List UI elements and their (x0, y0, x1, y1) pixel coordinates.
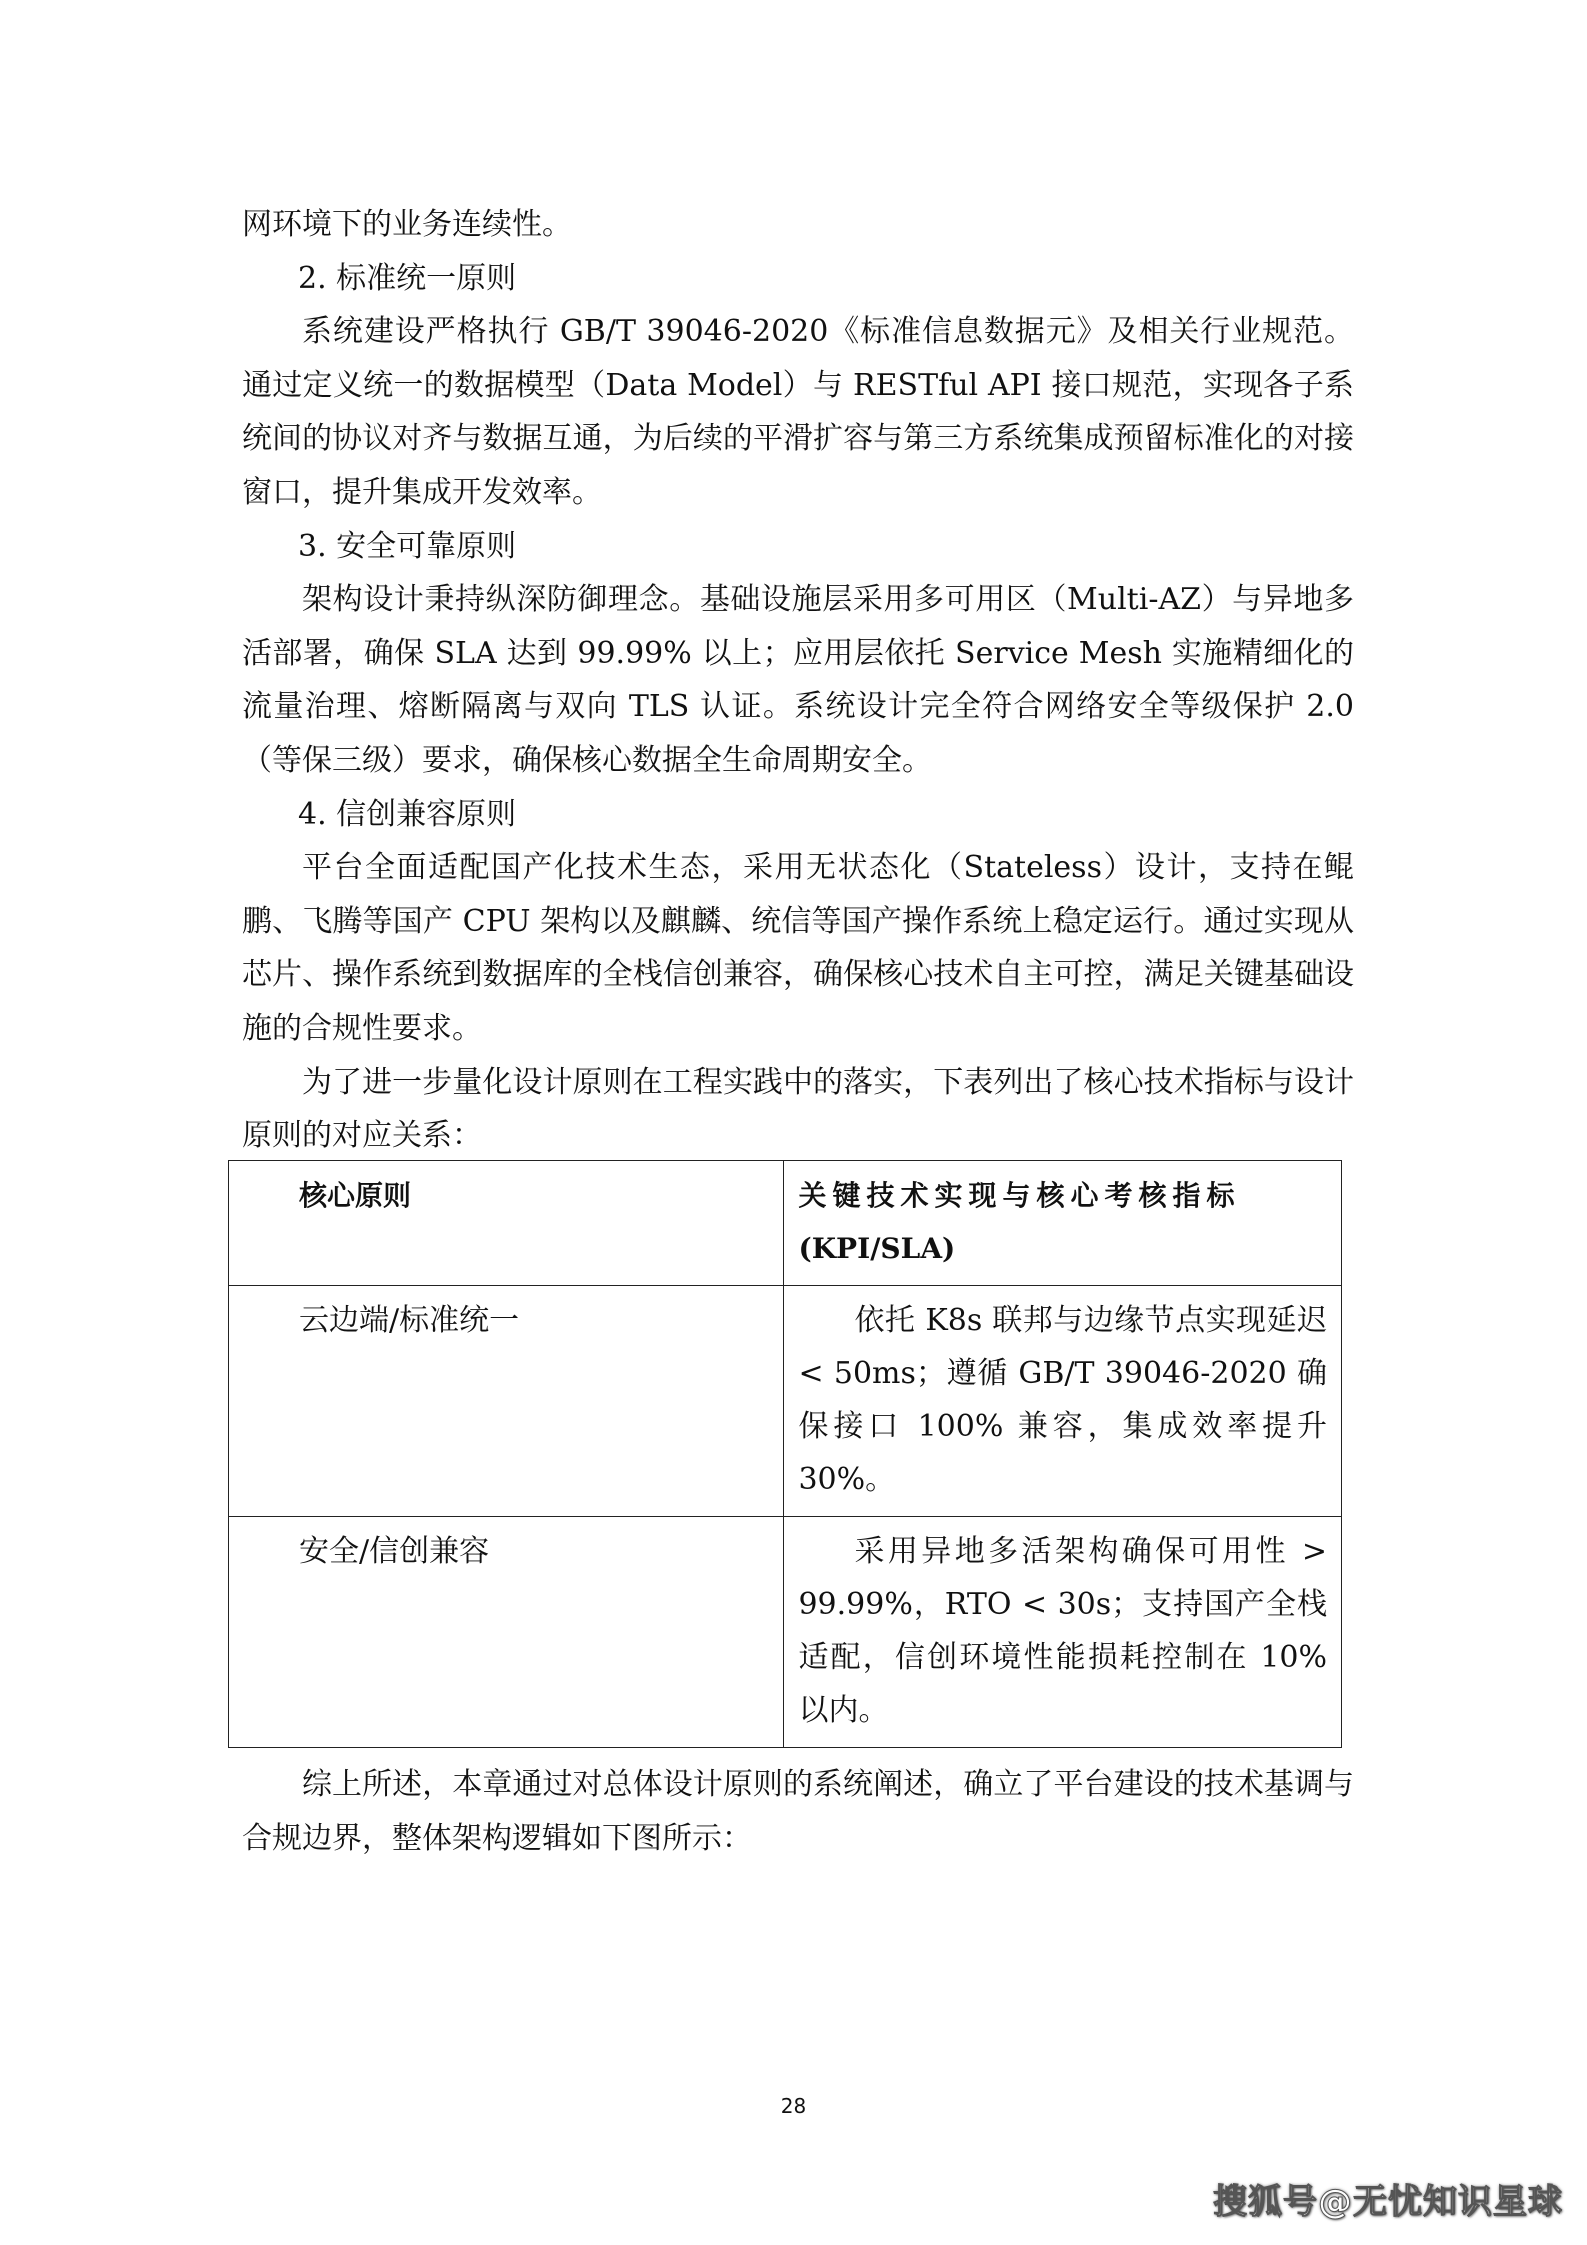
table-row (229, 1517, 1342, 1748)
page-number: 28 (780, 2094, 807, 2118)
row-2-principle: 安全/信创兼容 (229, 1517, 784, 1748)
row-2-kpi: 采用异地多活架构确保可用性 > 99.99%，RTO < 30s；支持国产全栈适配，信创环境性能损耗控制在 10% 以内。 (784, 1517, 1342, 1748)
principles-section (242, 198, 1354, 1163)
principle-4-paragraph: 平台全面适配国产化技术生态，采用无状态化（Stateless）设计，支持在鲲鹏、飞腾等国产 CPU 架构以及麒麟、统信等国产操作系统上稳定运行。通过实现从芯片、操作系统到数据库的全栈信创兼容，确保核心技术自主可控，满足关键基础设施的合规性要求。 (242, 850, 1354, 1046)
table-row (229, 1286, 1342, 1517)
conclusion-paragraph: 综上所述，本章通过对总体设计原则的系统阐述，确立了平台建设的技术基调与合规边界，整体架构逻辑如下图所示： (242, 1767, 1354, 1856)
principle-2-heading: 2. 标准统一原则 (298, 260, 517, 296)
header-kpi-line2: (KPI/SLA) (798, 1232, 956, 1265)
header-principle: 核心原则 (229, 1161, 784, 1286)
table-intro-paragraph: 为了进一步量化设计原则在工程实践中的落实，下表列出了核心技术指标与设计原则的对应关系： (242, 1064, 1354, 1154)
row-1-principle: 云边端/标准统一 (229, 1286, 784, 1517)
principle-3-paragraph: 架构设计秉持纵深防御理念。基础设施层采用多可用区（Multi-AZ）与异地多活部署，确保 SLA 达到 99.99% 以上；应用层依托 Service Mesh 实施精细化的流量治理、熔断隔离与双向 TLS 认证。系统设计完全符合网络安全等级保护 2.0（等保三级）要求，确保核心数据全生命周期安全。 (242, 582, 1354, 778)
table-header-row (229, 1161, 1342, 1286)
principle-2-paragraph: 系统建设严格执行 GB/T 39046-2020《标准信息数据元》及相关行业规范。通过定义统一的数据模型（Data Model）与 RESTful API 接口规范，实现各子系统间的协议对齐与数据互通，为后续的平滑扩容与第三方系统集成预留标准化的对接窗口，提升集成开发效率。 (242, 314, 1354, 510)
kpi-table (228, 1160, 1342, 1748)
header-kpi (784, 1161, 1342, 1286)
row-1-kpi: 依托 K8s 联邦与边缘节点实现延迟 < 50ms；遵循 GB/T 39046-2020 确保接口 100% 兼容，集成效率提升 30%。 (784, 1286, 1342, 1517)
header-kpi-line1: 关键技术实现与核心考核指标 (798, 1179, 1241, 1212)
principle-4-heading: 4. 信创兼容原则 (298, 796, 517, 832)
watermark: 搜狐号@无忧知识星球 (1213, 2182, 1563, 2222)
continuation-paragraph: 网环境下的业务连续性。 (242, 207, 572, 242)
principle-3-heading: 3. 安全可靠原则 (298, 528, 517, 564)
